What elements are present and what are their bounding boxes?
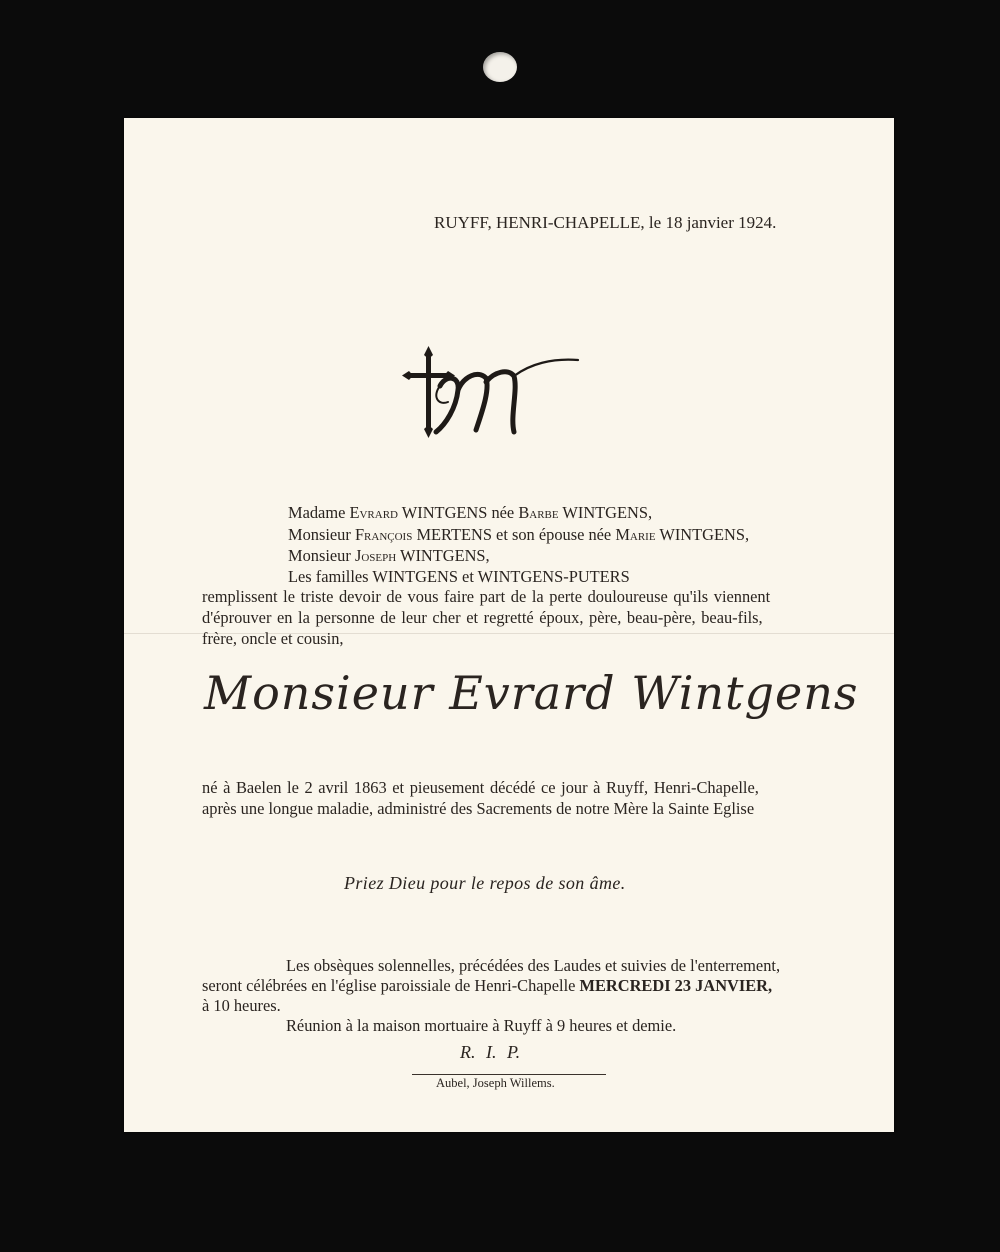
mourner-line: Monsieur François MERTENS et son épouse née Marie WINTGENS, bbox=[288, 525, 750, 544]
rip-line: R. I. P. bbox=[460, 1042, 521, 1062]
deceased-name: Monsieur Evrard Wintgens bbox=[204, 666, 859, 720]
funeral-notice-card bbox=[124, 118, 894, 1132]
funeral-line: Les obsèques solennelles, précédées des Laudes et suivies de l'enterrement, bbox=[286, 956, 781, 975]
cross-m-monogram-icon bbox=[402, 346, 584, 442]
printer-rule bbox=[412, 1074, 606, 1075]
dateline: RUYFF, HENRI-CHAPELLE, le 18 janvier 1924. bbox=[434, 213, 777, 232]
mourner-line: Les familles WINTGENS et WINTGENS-PUTERS bbox=[288, 567, 630, 586]
announcement-line: d'éprouver en la personne de leur cher et regretté époux, père, beau-père, beau-fils, bbox=[202, 608, 763, 627]
funeral-line: à 10 heures. bbox=[202, 996, 281, 1015]
funeral-line: seront célébrées en l'église paroissiale de Henri-Chapelle MERCREDI 23 JANVIER, bbox=[202, 976, 773, 995]
biography-line: après une longue maladie, administré des Sacrements de notre Mère la Sainte Eglise bbox=[202, 799, 755, 818]
punch-hole bbox=[483, 52, 517, 82]
announcement-line: frère, oncle et cousin, bbox=[202, 629, 344, 648]
mourner-line: Madame Evrard WINTGENS née Barbe WINTGENS, bbox=[288, 503, 653, 522]
mourner-line: Monsieur Joseph WINTGENS, bbox=[288, 546, 490, 565]
reunion-line: Réunion à la maison mortuaire à Ruyff à 9 heures et demie. bbox=[286, 1016, 677, 1035]
printer-credit: Aubel, Joseph Willems. bbox=[436, 1076, 555, 1090]
biography-line: né à Baelen le 2 avril 1863 et pieusement décédé ce jour à Ruyff, Henri-Chapelle, bbox=[202, 778, 759, 797]
prayer-line: Priez Dieu pour le repos de son âme. bbox=[344, 873, 626, 893]
funeral-date: MERCREDI 23 JANVIER, bbox=[579, 976, 773, 995]
announcement-line: remplissent le triste devoir de vous faire part de la perte douloureuse qu'ils viennent bbox=[202, 587, 771, 606]
